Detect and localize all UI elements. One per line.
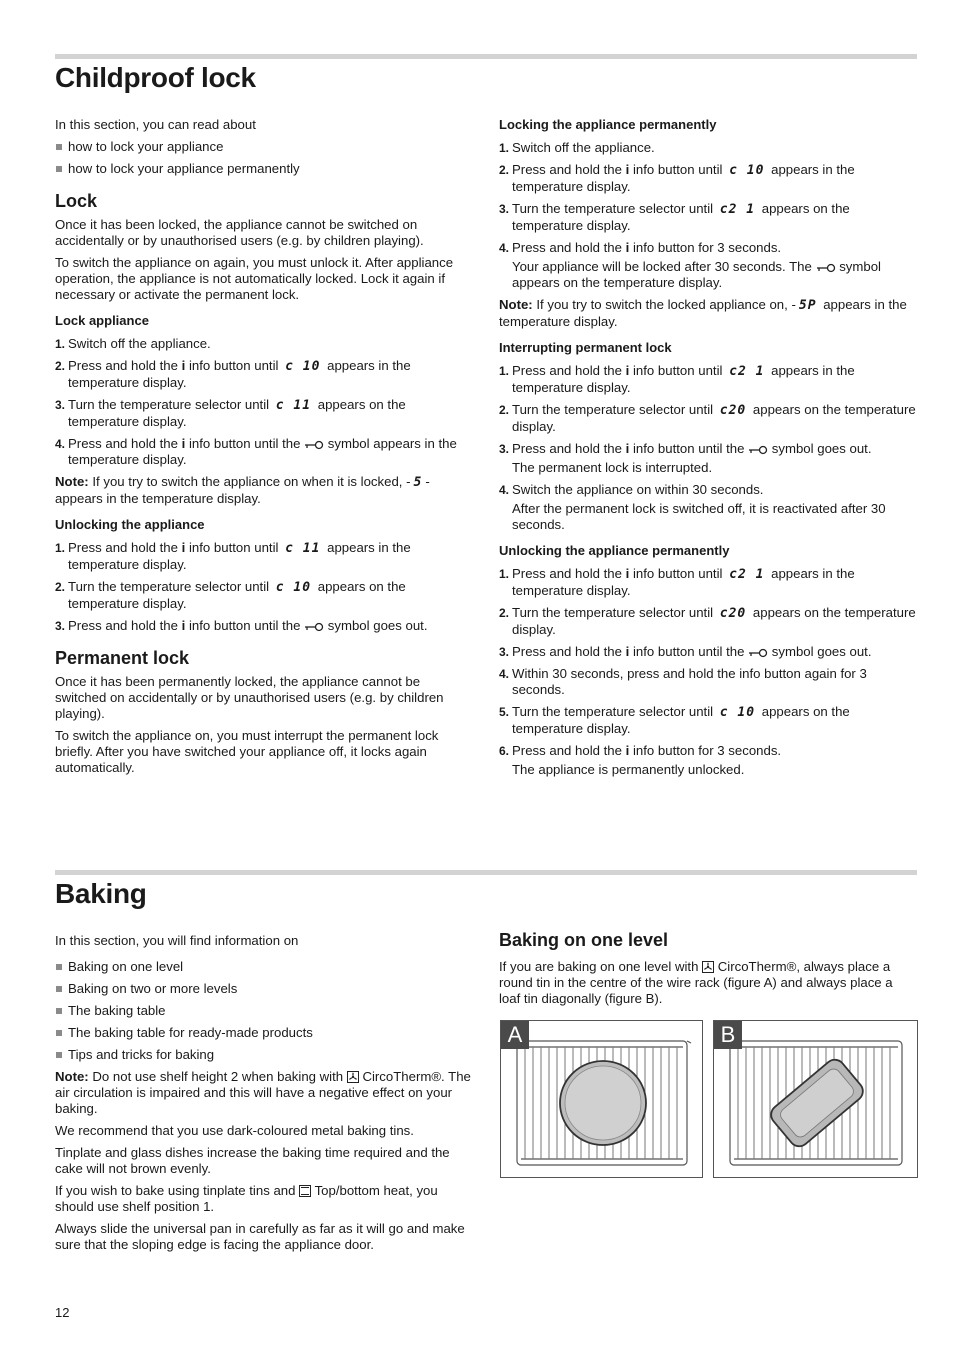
- step: 1. Switch off the appliance.: [55, 336, 211, 351]
- wire-rack-image: [501, 1021, 704, 1179]
- paragraph: If you wish to bake using tinplate tins and Top/bottom heat, you should use shelf position 1.: [55, 1183, 438, 1214]
- step: 2. Turn the temperature selector until c 10 appears on the temperature display.: [55, 579, 406, 611]
- info-icon: i: [181, 436, 186, 451]
- info-icon: i: [625, 441, 630, 456]
- list-item: The baking table: [55, 1003, 473, 1019]
- step: 6. Press and hold the i info button for 3 seconds. The appliance is permanently unlocked.: [499, 743, 782, 777]
- step: 2. Turn the temperature selector until c20 appears on the temperature display.: [499, 605, 916, 637]
- key-icon: [304, 622, 324, 632]
- step: 4. Press and hold the i info button until the symbol appears in the temperature display.: [55, 436, 457, 467]
- figure-label: B: [714, 1021, 742, 1049]
- display-code: c2 1: [719, 202, 756, 217]
- display-code: c20: [719, 606, 747, 621]
- display-code: c 10: [729, 163, 765, 178]
- step: 1. Press and hold the i info button until c2 1 appears in the temperature display.: [499, 363, 855, 395]
- display-code: c 10: [285, 359, 321, 374]
- step: 2. Turn the temperature selector until c20 appears on the temperature display.: [499, 402, 916, 434]
- intro-list: [55, 959, 473, 1063]
- step: 2. Press and hold the i info button until c 10 appears in the temperature display.: [499, 162, 855, 194]
- intro-list: [55, 139, 473, 177]
- info-icon: i: [181, 358, 186, 373]
- step: 3. Turn the temperature selector until c2 1 appears on the temperature display.: [499, 201, 850, 233]
- figure-b-loaf-tin: [713, 1020, 918, 1178]
- heading-lock-appliance: Lock appliance: [55, 313, 149, 328]
- circotherm-icon: [347, 1071, 359, 1083]
- key-icon: [816, 263, 836, 273]
- top-bottom-heat-icon: [299, 1185, 311, 1197]
- info-icon: i: [625, 162, 630, 177]
- heading-interrupting: Interrupting permanent lock: [499, 340, 672, 355]
- key-icon: [748, 445, 768, 455]
- display-code: c 10: [719, 705, 756, 720]
- section-title-baking: Baking: [55, 878, 147, 909]
- intro-text: In this section, you can read about: [55, 117, 256, 132]
- step: 3. Turn the temperature selector until c 11 appears on the temperature display.: [55, 397, 406, 429]
- heading-permanent-lock: Permanent lock: [55, 648, 190, 668]
- childproof-right-column: [499, 117, 917, 784]
- section-rule: [55, 870, 917, 875]
- paragraph: To switch the appliance on, you must interrupt the permanent lock briefly. After you have switched your appliance off, it locks again automatically.: [55, 728, 439, 775]
- step: 4. Switch the appliance on within 30 seconds. After the permanent lock is switched off, it is reactivated after 30 seconds.: [499, 482, 886, 532]
- display-code: c2 1: [729, 567, 765, 582]
- paragraph: We recommend that you use dark-coloured metal baking tins.: [55, 1123, 414, 1138]
- list-item: The baking table for ready-made products: [55, 1025, 473, 1041]
- display-code: c20: [719, 403, 747, 418]
- info-icon: i: [625, 743, 630, 758]
- list-item: how to lock your appliance: [55, 139, 473, 155]
- heading-locking-permanently: Locking the appliance permanently: [499, 117, 717, 132]
- step: 1. Press and hold the i info button until c2 1 appears in the temperature display.: [499, 566, 855, 598]
- display-code: c 10: [275, 580, 312, 595]
- heading-unlocking-permanently: Unlocking the appliance permanently: [499, 543, 730, 558]
- baking-right-column: [499, 926, 917, 1013]
- note: Note: Do not use shelf height 2 when baking with CircoTherm®. The air circulation is impaired and this will have a negative effect on your baking.: [55, 1069, 471, 1116]
- step: 1. Press and hold the i info button until c 11 appears in the temperature display.: [55, 540, 411, 572]
- childproof-left-column: [55, 117, 473, 782]
- paragraph: Once it has been locked, the appliance cannot be switched on accidentally or by unauthorised users (e.g. by children playing).: [55, 217, 424, 248]
- section-title-childproof: Childproof lock: [55, 62, 256, 93]
- step: 3. Press and hold the i info button until the symbol goes out.: [55, 618, 428, 633]
- paragraph: If you are baking on one level with CircoTherm®, always place a round tin in the centre of the wire rack (figure A) and always place a loaf tin diagonally (figure B).: [499, 959, 893, 1006]
- display-code: 5P: [798, 298, 817, 313]
- baking-left-column: [55, 933, 473, 1259]
- key-icon: [748, 648, 768, 658]
- step: 4. Within 30 seconds, press and hold the info button again for 3 seconds.: [499, 666, 867, 697]
- step: 3. Press and hold the i info button until the symbol goes out. The permanent lock is interrupted.: [499, 441, 872, 475]
- heading-baking-one-level: Baking on one level: [499, 930, 669, 950]
- info-icon: i: [625, 566, 630, 581]
- info-icon: i: [181, 618, 186, 633]
- display-code: c2 1: [729, 364, 765, 379]
- paragraph: Once it has been permanently locked, the appliance cannot be switched on accidentally or by unauthorised users (e.g. by children playing).: [55, 674, 444, 721]
- display-code: c 11: [275, 398, 312, 413]
- paragraph: To switch the appliance on again, you must unlock it. After appliance operation, the appliance is not automatically locked. Lock it again if necessary or activate the permanent lock.: [55, 255, 454, 302]
- heading-lock: Lock: [55, 191, 98, 211]
- list-item: Baking on two or more levels: [55, 981, 473, 997]
- info-icon: i: [625, 240, 630, 255]
- display-code: 5: [413, 475, 423, 490]
- note: Note: If you try to switch the locked appliance on, - 5P appears in the temperature display.: [499, 297, 907, 329]
- paragraph: Always slide the universal pan in carefully as far as it will go and make sure that the sloping edge is facing the appliance door.: [55, 1221, 465, 1252]
- display-code: c 11: [285, 541, 321, 556]
- list-item: how to lock your appliance permanently: [55, 161, 473, 177]
- note: Note: If you try to switch the appliance on when it is locked, - 5 - appears in the temperature display.: [55, 474, 430, 506]
- step: 3. Press and hold the i info button until the symbol goes out.: [499, 644, 872, 659]
- heading-unlocking: Unlocking the appliance: [55, 517, 205, 532]
- figure-label: A: [501, 1021, 529, 1049]
- intro-text: In this section, you will find information on: [55, 933, 299, 948]
- circotherm-icon: [702, 961, 714, 973]
- page-number: 12: [55, 1305, 70, 1320]
- info-icon: i: [625, 644, 630, 659]
- wire-rack-image: [714, 1021, 919, 1179]
- figure-a-round-tin: [500, 1020, 703, 1178]
- step: 1. Switch off the appliance.: [499, 140, 655, 155]
- info-icon: i: [181, 540, 186, 555]
- paragraph: Tinplate and glass dishes increase the baking time required and the cake will not brown evenly.: [55, 1145, 450, 1176]
- section-rule: [55, 54, 917, 59]
- info-icon: i: [625, 363, 630, 378]
- step: 4. Press and hold the i info button for 3 seconds. Your appliance will be locked after 30 seconds. The symbol appears on the temperature display.: [499, 240, 881, 290]
- step: 2. Press and hold the i info button until c 10 appears in the temperature display.: [55, 358, 411, 390]
- list-item: Baking on one level: [55, 959, 473, 975]
- key-icon: [304, 440, 324, 450]
- step: 5. Turn the temperature selector until c 10 appears on the temperature display.: [499, 704, 850, 736]
- list-item: Tips and tricks for baking: [55, 1047, 473, 1063]
